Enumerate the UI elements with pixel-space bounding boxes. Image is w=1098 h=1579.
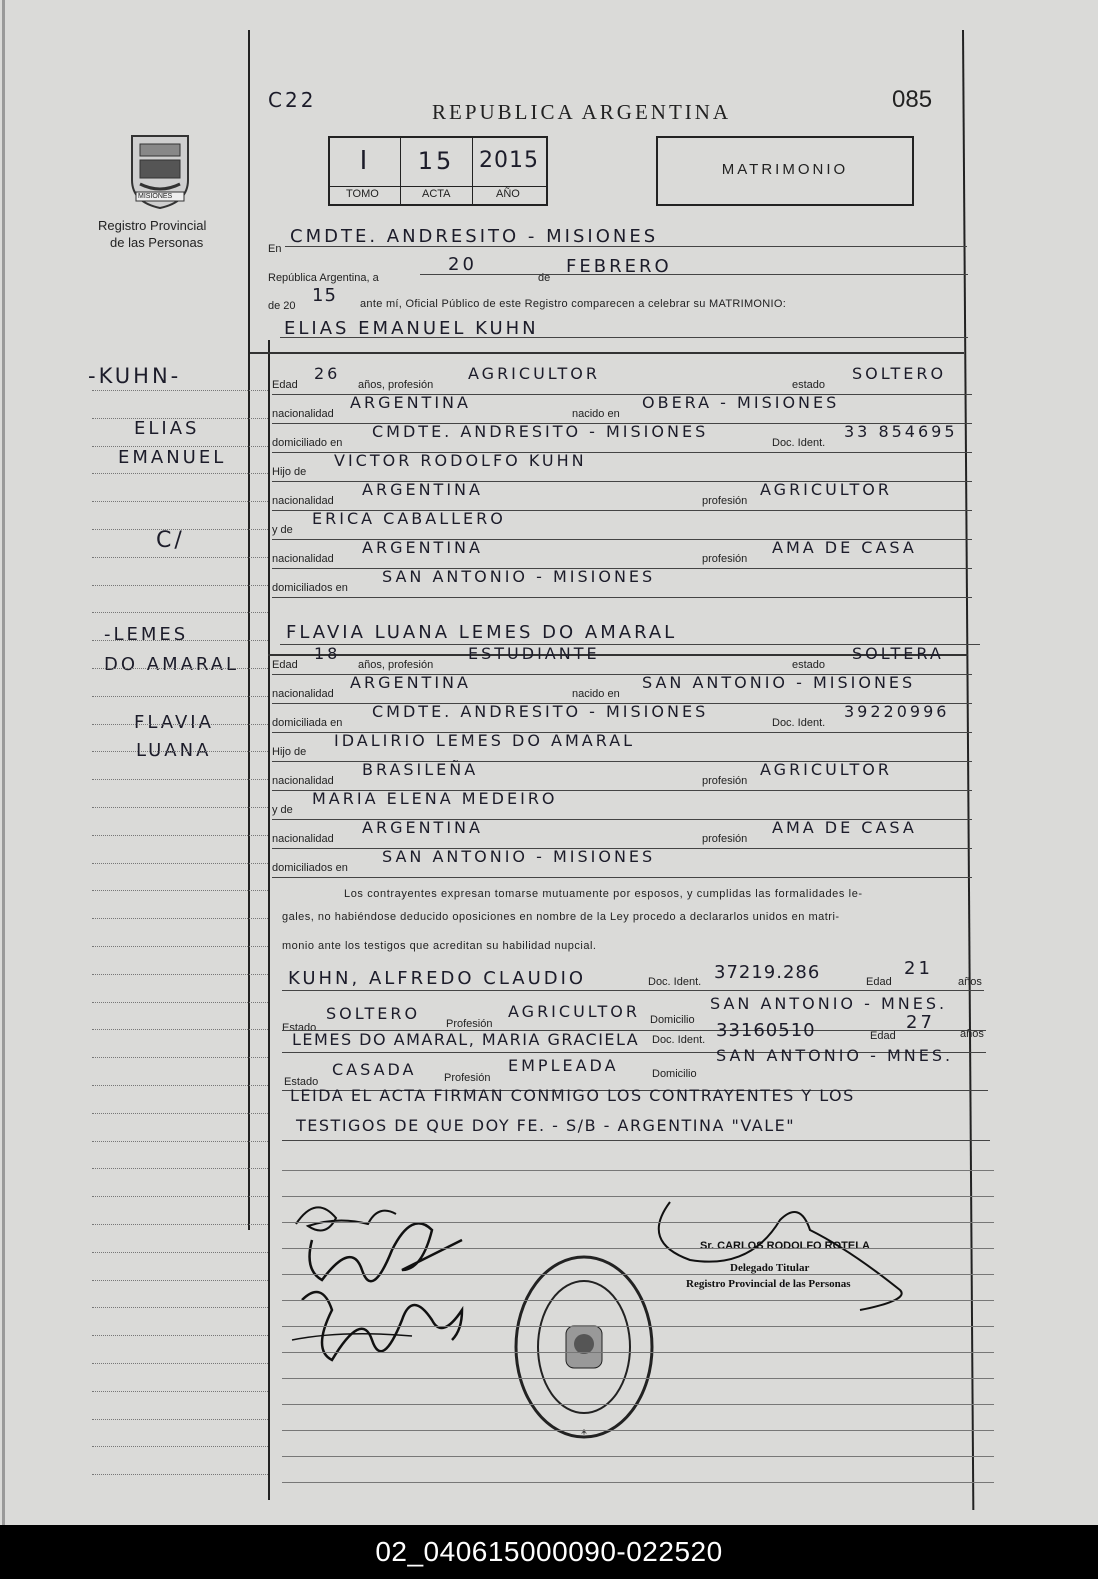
- bride-nationality: ARGENTINA: [350, 673, 471, 692]
- record-type-box: [656, 136, 914, 206]
- margin-line: [92, 1446, 268, 1447]
- blank-line: [282, 1248, 994, 1249]
- margin-line: [92, 1141, 268, 1142]
- witness2-prof-label: Profesión: [444, 1072, 491, 1084]
- witness2-name: LEMES DO AMARAL, MARIA GRACIELA: [292, 1030, 640, 1049]
- bride-nac-label: nacionalidad: [272, 688, 334, 700]
- registry-name-line2: de las Personas: [110, 235, 204, 250]
- groom-dom-label: domiciliado en: [272, 437, 343, 449]
- margin-line: [92, 974, 268, 975]
- margin-line: [92, 1252, 268, 1253]
- bride-status: SOLTERA: [852, 644, 944, 663]
- margin-line: [92, 668, 268, 669]
- margin-line: [92, 1335, 268, 1336]
- margin-name-bride-1: FLAVIA: [134, 712, 214, 733]
- : [272, 877, 972, 878]
- official-name: Sr. CARLOS RODOLFO ROTELA: [700, 1240, 870, 1252]
- ano-label: AÑO: [496, 188, 520, 200]
- groom-father: VICTOR RODOLFO KUHN: [334, 451, 587, 470]
- groom-mother-prof-label: profesión: [702, 553, 748, 565]
- groom-nac-label: nacionalidad: [272, 408, 334, 420]
- groom-father-profession: AGRICULTOR: [760, 480, 892, 499]
- groom-estado-label: estado: [792, 379, 826, 391]
- delegation-seal: [512, 1252, 656, 1442]
- witness1-status: SOLTERO: [326, 1004, 421, 1023]
- scan-footer-code: 02_040615000090-022520: [0, 1525, 1098, 1579]
- margin-line: [92, 1280, 268, 1281]
- book-reference-box: [328, 136, 548, 206]
- margin-line: [92, 779, 268, 780]
- corner-code: C22: [268, 88, 317, 112]
- margin-line: [92, 1168, 268, 1169]
- blank-line: [282, 1352, 994, 1353]
- acta-cell: [400, 138, 473, 186]
- margin-line: [92, 557, 268, 558]
- bride-anos-label: años, profesión: [358, 659, 434, 671]
- groom-age: 26: [314, 364, 341, 383]
- margin-line: [92, 418, 268, 419]
- margin-line: [92, 1474, 268, 1475]
- witness1-doc: 37219.286: [714, 962, 821, 983]
- bride-father-nac-label: nacionalidad: [272, 775, 334, 787]
- margin-line: [92, 946, 268, 947]
- folio-number: 085: [892, 86, 933, 113]
- margin-line: [92, 640, 268, 641]
- label-republica: República Argentina, a: [268, 272, 379, 284]
- margin-line: [92, 696, 268, 697]
- margin-name-groom-2: EMANUEL: [118, 447, 227, 468]
- witness1-domicile: SAN ANTONIO - MNES.: [710, 994, 948, 1013]
- witness1-estado-label: Estado: [282, 1022, 317, 1034]
- blank-line: [282, 1482, 994, 1483]
- groom-doc-label: Doc. Ident.: [772, 437, 826, 449]
- acta-value: 15: [417, 147, 455, 175]
- page-far-left-edge: [2, 0, 5, 1525]
- ano-value: 2015: [479, 148, 539, 173]
- groom-yde-label: y de: [272, 524, 293, 536]
- misiones-coat-of-arms-logo: [124, 130, 196, 210]
- groom-full-name: ELIAS EMANUEL KUHN: [284, 318, 539, 339]
- bride-domicile: CMDTE. ANDRESITO - MISIONES: [372, 702, 709, 721]
- bride-birthplace: SAN ANTONIO - MISIONES: [642, 673, 916, 692]
- official-signature: [640, 1192, 920, 1322]
- bride-full-name: FLAVIA LUANA LEMES DO AMARAL: [286, 622, 678, 643]
- margin-surname-bride-2: DO AMARAL: [104, 654, 240, 675]
- blank-line: [282, 1378, 994, 1379]
- blank-line: [282, 1274, 994, 1275]
- groom-anos-label: años, profesión: [358, 379, 434, 391]
- witness2-doc: 33160510: [716, 1020, 816, 1041]
- declaration-line-2: gales, no habiéndose deducido oposiciones en nombre de la Ley procedo a declararlos unidos en matri-: [282, 911, 840, 923]
- margin-con: C/: [156, 528, 185, 553]
- groom-doc: 33 854695: [844, 422, 958, 441]
- witness1-doc-label: Doc. Ident.: [648, 976, 702, 988]
- witness1-dom-label: Domicilio: [650, 1014, 695, 1026]
- groom-father-nac-label: nacionalidad: [272, 495, 334, 507]
- witness2-estado-label: Estado: [284, 1076, 319, 1088]
- groom-nacido-label: nacido en: [572, 408, 620, 420]
- bride-father: IDALIRIO LEMES DO AMARAL: [334, 731, 636, 750]
- contracting-parties-signatures: [282, 1190, 482, 1390]
- witness1-anos-label: años: [958, 976, 982, 988]
- blank-line: [282, 1170, 994, 1171]
- margin-name-bride-2: LUANA: [136, 740, 212, 761]
- page-left-edge-rule: [248, 30, 250, 1230]
- bride-mother-prof-label: profesión: [702, 833, 748, 845]
- marriage-place: CMDTE. ANDRESITO - MISIONES: [290, 226, 659, 247]
- margin-line: [92, 1224, 268, 1225]
- tomo-value: I: [359, 146, 371, 176]
- bride-estado-label: estado: [792, 659, 826, 671]
- bride-mother-nationality: ARGENTINA: [362, 818, 483, 837]
- witness1-age: 21: [904, 958, 933, 979]
- bride-yde-label: y de: [272, 804, 293, 816]
- blank-line: [282, 1326, 994, 1327]
- margin-line: [92, 473, 268, 474]
- official-title: Delegado Titular: [730, 1262, 810, 1274]
- bride-father-nationality: BRASILEÑA: [362, 760, 479, 779]
- margin-line: [92, 585, 268, 586]
- declaration-line-1: Los contrayentes expresan tomarse mutuamente por esposos, y cumplidas las formalidades le-: [344, 888, 863, 900]
- margin-line: [92, 1391, 268, 1392]
- witness1-profession: AGRICULTOR: [508, 1002, 640, 1021]
- record-type-label: MATRIMONIO: [721, 161, 849, 178]
- groom-profession: AGRICULTOR: [468, 364, 600, 383]
- marriage-year-suffix: 15: [312, 285, 337, 306]
- witness2-doc-label: Doc. Ident.: [652, 1034, 706, 1046]
- blank-line: [282, 1196, 994, 1197]
- groom-domicile: CMDTE. ANDRESITO - MISIONES: [372, 422, 709, 441]
- bride-mother-nac-label: nacionalidad: [272, 833, 334, 845]
- logo-label: MISIONES: [138, 193, 173, 200]
- bride-father-profession: AGRICULTOR: [760, 760, 892, 779]
- appearance-text: ante mí, Oficial Público de este Registro comparecen a celebrar su MATRIMONIO:: [360, 298, 787, 310]
- margin-line: [92, 501, 268, 502]
- witness2-domicile: SAN ANTONIO - MNES.: [716, 1046, 954, 1065]
- margin-line: [92, 529, 268, 530]
- declaration-line-3: monio ante los testigos que acreditan su habilidad nupcial.: [282, 940, 597, 952]
- margin-surname-groom: -KUHN-: [88, 364, 182, 388]
- blank-line: [282, 1430, 994, 1431]
- margin-line: [92, 751, 268, 752]
- margin-line: [92, 612, 268, 613]
- margin-line: [92, 1307, 268, 1308]
- margin-line: [92, 1057, 268, 1058]
- svg-text:*: *: [581, 1427, 587, 1441]
- margin-line: [92, 835, 268, 836]
- blank-line: [282, 1300, 994, 1301]
- blank-line: [282, 1456, 994, 1457]
- groom-status: SOLTERO: [852, 364, 947, 383]
- page-title: REPUBLICA ARGENTINA: [432, 100, 732, 124]
- groom-edad-label: Edad: [272, 379, 298, 391]
- form-right-rule: [962, 30, 974, 1510]
- groom-mother-nac-label: nacionalidad: [272, 553, 334, 565]
- margin-line: [92, 390, 268, 391]
- groom-birthplace: OBERA - MISIONES: [642, 393, 840, 412]
- witness2-status: CASADA: [332, 1060, 417, 1079]
- : [272, 597, 972, 598]
- margin-line: [92, 1085, 268, 1086]
- margin-line: [92, 1196, 268, 1197]
- witness2-dom-label: Domicilio: [652, 1068, 697, 1080]
- margin-line: [92, 1363, 268, 1364]
- bride-mother-profession: AMA DE CASA: [772, 818, 917, 837]
- margin-line: [92, 1113, 268, 1114]
- acta-label: ACTA: [422, 188, 451, 200]
- blank-line: [282, 1404, 994, 1405]
- margin-name-groom-1: ELIAS: [134, 418, 200, 439]
- groom-father-nationality: ARGENTINA: [362, 480, 483, 499]
- witness1-prof-label: Profesión: [446, 1018, 493, 1030]
- groom-mother-nationality: ARGENTINA: [362, 538, 483, 557]
- form-left-rule: [268, 340, 270, 1500]
- margin-line: [92, 890, 268, 891]
- label-en: En: [268, 243, 282, 255]
- margin-line: [92, 918, 268, 919]
- margin-line: [92, 1419, 268, 1420]
- margin-surname-bride-1: -LEMES: [104, 624, 189, 645]
- bride-edad-label: Edad: [272, 659, 298, 671]
- tomo-cell: [330, 138, 401, 186]
- groom-doms-label: domiciliados en: [272, 582, 348, 594]
- marriage-day: 20: [448, 254, 477, 275]
- margin-line: [92, 807, 268, 808]
- groom-mother-profession: AMA DE CASA: [772, 538, 917, 557]
- margin-line: [92, 1002, 268, 1003]
- bride-doc-label: Doc. Ident.: [772, 717, 826, 729]
- registry-name-line1: Registro Provincial: [98, 218, 207, 233]
- official-office: Registro Provincial de las Personas: [686, 1278, 851, 1290]
- margin-line: [92, 446, 268, 447]
- bride-age: 18: [314, 644, 341, 663]
- witness2-edad-label: Edad: [870, 1030, 896, 1042]
- margin-line: [92, 863, 268, 864]
- ano-cell: [472, 138, 546, 186]
- label-de-year: de 20: [268, 300, 296, 312]
- bride-doc: 39220996: [844, 702, 950, 721]
- closing-line-1: LEIDA EL ACTA FIRMAN CONMIGO LOS CONTRAYENTES Y LOS: [290, 1086, 855, 1105]
- bride-mother: MARIA ELENA MEDEIRO: [312, 789, 558, 808]
- bride-nacido-label: nacido en: [572, 688, 620, 700]
- groom-hijo-label: Hijo de: [272, 466, 307, 478]
- margin-line: [92, 1029, 268, 1030]
- groom-nationality: ARGENTINA: [350, 393, 471, 412]
- witness2-profession: EMPLEADA: [508, 1056, 619, 1075]
- groom-parents-domicile: SAN ANTONIO - MISIONES: [382, 567, 656, 586]
- witness2-age: 27: [906, 1012, 935, 1033]
- closing-line-2: TESTIGOS DE QUE DOY FE. - S/B - ARGENTINA "VALE": [296, 1116, 796, 1135]
- bride-profession: ESTUDIANTE: [468, 644, 600, 663]
- margin-line: [92, 724, 268, 725]
- blank-line: [282, 1222, 994, 1223]
- label-de-month: de: [538, 272, 551, 284]
- witness1-edad-label: Edad: [866, 976, 892, 988]
- bride-doms-label: domiciliados en: [272, 862, 348, 874]
- witness2-anos-label: años: [960, 1028, 984, 1040]
- bride-parents-domicile: SAN ANTONIO - MISIONES: [382, 847, 656, 866]
- bride-father-prof-label: profesión: [702, 775, 748, 787]
- tomo-label: TOMO: [346, 188, 379, 200]
- groom-father-prof-label: profesión: [702, 495, 748, 507]
- witness1-name: KUHN, ALFREDO CLAUDIO: [288, 968, 587, 989]
- marriage-month: FEBRERO: [566, 256, 672, 277]
- groom-mother: ERICA CABALLERO: [312, 509, 506, 528]
- bride-dom-label: domiciliada en: [272, 717, 343, 729]
- bride-hijo-label: Hijo de: [272, 746, 307, 758]
